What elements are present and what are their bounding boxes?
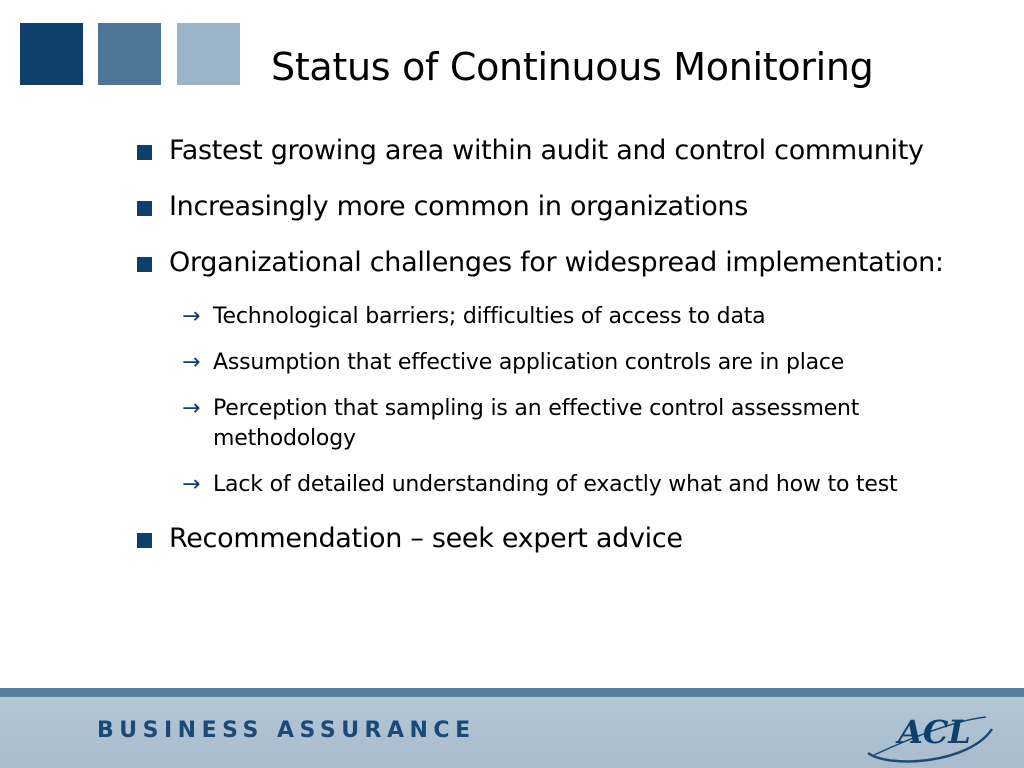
- bullet-item: [133, 245, 953, 280]
- sub-bullet-item: [133, 394, 953, 454]
- bullet-text: Fastest growing area within audit and control community: [169, 135, 924, 166]
- decor-square-light: [177, 23, 240, 85]
- bullet-text: Organizational challenges for widespread implementation:: [169, 247, 944, 278]
- sub-bullet-text: Perception that sampling is an effective control assessment methodology: [213, 396, 860, 451]
- arrow-right-icon: →: [182, 472, 201, 497]
- slide-title: Status of Continuous Monitoring: [271, 45, 874, 89]
- logo-text: ACL: [898, 713, 971, 751]
- bullet-text: Recommendation – seek expert advice: [169, 523, 683, 554]
- sub-bullet-text: Assumption that effective application controls are in place: [213, 350, 845, 375]
- footer-brand: BUSINESS ASSURANCE: [97, 718, 476, 743]
- arrow-right-icon: →: [182, 304, 201, 329]
- decor-square-medium: [98, 23, 161, 85]
- square-bullet-icon: [137, 533, 152, 548]
- arrow-right-icon: →: [182, 396, 201, 421]
- decor-square-dark: [20, 23, 83, 85]
- sub-bullet-item: [133, 470, 953, 500]
- square-bullet-icon: [137, 145, 152, 160]
- bullet-text: Increasingly more common in organizations: [169, 191, 749, 222]
- sub-bullet-item: [133, 348, 953, 378]
- square-bullet-icon: [137, 201, 152, 216]
- bullet-item: [133, 521, 953, 556]
- footer-divider: [0, 688, 1024, 697]
- square-bullet-icon: [137, 257, 152, 272]
- sub-bullet-text: Technological barriers; difficulties of access to data: [213, 304, 766, 329]
- footer-bar: [0, 697, 1024, 768]
- slide-content: [133, 133, 953, 556]
- sub-bullet-item: [133, 302, 953, 332]
- bullet-item: [133, 133, 953, 168]
- arrow-right-icon: →: [182, 350, 201, 375]
- sub-bullet-text: Lack of detailed understanding of exactly what and how to test: [213, 472, 898, 497]
- acl-logo-icon: [860, 703, 1000, 765]
- bullet-item: [133, 189, 953, 224]
